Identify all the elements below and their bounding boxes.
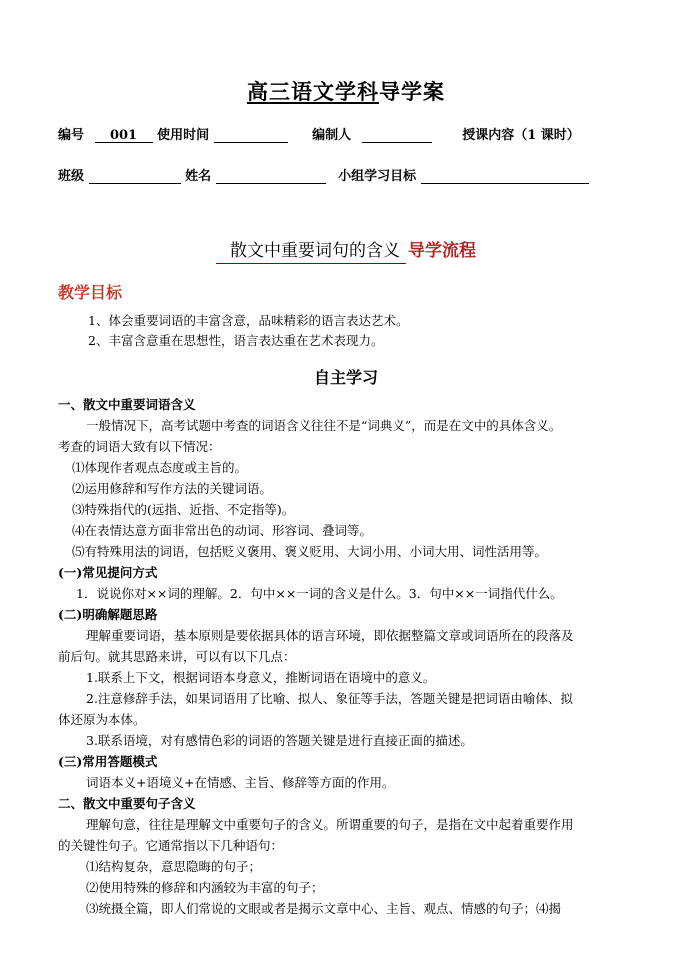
class-field[interactable]	[89, 169, 181, 184]
list-item: ⑵使用特殊的修辞和内涵较为丰富的句子；	[86, 880, 324, 895]
body-line: 理解句意，往往是理解文中重要句子的含义。所谓重要的句子，是指在文中起着重要作用	[86, 817, 574, 832]
objective-item: 2、丰富含意重在思想性，语言表达重在艺术表现力。	[88, 333, 384, 348]
objectives-heading: 教学目标	[58, 283, 123, 302]
sub-heading: (一)常见提问方式	[58, 565, 158, 580]
body-line: 1.联系上下文，根据词语本身意义，推断词语在语境中的意义。	[86, 670, 436, 685]
body-line: 1．说说你对××词的理解。2．句中××一词的含义是什么。3．句中××一词指代什么。	[76, 586, 563, 601]
body-line: 3.联系语境，对有感情色彩的词语的答题关键是进行直接正面的描述。	[86, 733, 473, 748]
sub-heading: (三)常用答题模式	[58, 754, 158, 769]
group-goal-label: 小组学习目标	[338, 169, 417, 184]
list-item: ⑶统摄全篇，即人们常说的文眼或者是揭示文章中心、主旨、观点、情感的句子；⑷揭	[86, 901, 562, 916]
author-label: 编制人	[312, 128, 352, 143]
lesson-flow: 导学流程	[408, 241, 476, 261]
name-label: 姓名	[185, 169, 212, 184]
lesson-topic: 散文中重要词句的含义	[216, 236, 406, 264]
list-item: ⑸有特殊用法的词语，包括贬义褒用、褒义贬用、大词小用、小词大用、词性活用等。	[72, 544, 548, 559]
body-line: 考查的词语大致有以下情况：	[58, 439, 221, 454]
sub-heading: (二)明确解题思路	[58, 607, 158, 622]
self-study-heading: 自主学习	[313, 368, 378, 387]
body-line: 前后句。就其思路来讲，可以有以下几点：	[58, 649, 296, 664]
list-item: ⑴结构复杂，意思隐晦的句子；	[86, 859, 262, 874]
title-suffix: 导学案	[379, 79, 445, 104]
body-line: 体还原为本体。	[58, 712, 146, 727]
body-line: 的关键性句子。它通常指以下几种语句：	[58, 838, 284, 853]
list-item: ⑴体现作者观点态度或主旨的。	[72, 460, 248, 475]
title-subject: 高三语文学科	[247, 79, 379, 104]
list-item: ⑶特殊指代的(远指、近指、不定指等)。	[72, 502, 295, 517]
time-field[interactable]	[214, 128, 288, 143]
number-label: 编号	[58, 128, 85, 143]
body-line: 词语本义+语境义+在情感、主旨、修辞等方面的作用。	[86, 775, 395, 790]
class-row	[58, 165, 589, 184]
list-item: ⑷在表情达意方面非常出色的动词、形容词、叠词等。	[72, 523, 373, 538]
name-field[interactable]	[216, 169, 326, 184]
author-field[interactable]	[362, 128, 432, 143]
list-item: ⑵运用修辞和写作方法的关键词语。	[72, 481, 273, 496]
body-line: 2.注意修辞手法，如果词语用了比喻、拟人、象征等手法，答题关键是把词语由喻体、拟	[86, 691, 573, 706]
part-two-heading: 二、散文中重要句子含义	[58, 796, 196, 811]
body-line: 理解重要词语，基本原则是要依据具体的语言环境，即依据整篇文章或词语所在的段落及	[86, 628, 574, 643]
number-field[interactable]	[95, 128, 153, 143]
part-one-heading: 一、散文中重要词语含义	[58, 397, 196, 412]
objective-item: 1、体会重要词语的丰富含意，品味精彩的语言表达艺术。	[88, 313, 409, 328]
class-label: 班级	[58, 169, 85, 184]
number-value: 001	[109, 128, 138, 143]
group-goal-field[interactable]	[421, 169, 589, 184]
page-title	[0, 76, 692, 106]
body-line: 一般情况下，高考试题中考查的词语含义往往不是“词典义”，而是在文中的具体含义。	[86, 418, 562, 433]
content-label: 授课内容（1 课时）	[462, 128, 580, 143]
info-row	[58, 124, 580, 143]
time-label: 使用时间	[157, 128, 210, 143]
lesson-heading	[0, 236, 692, 264]
